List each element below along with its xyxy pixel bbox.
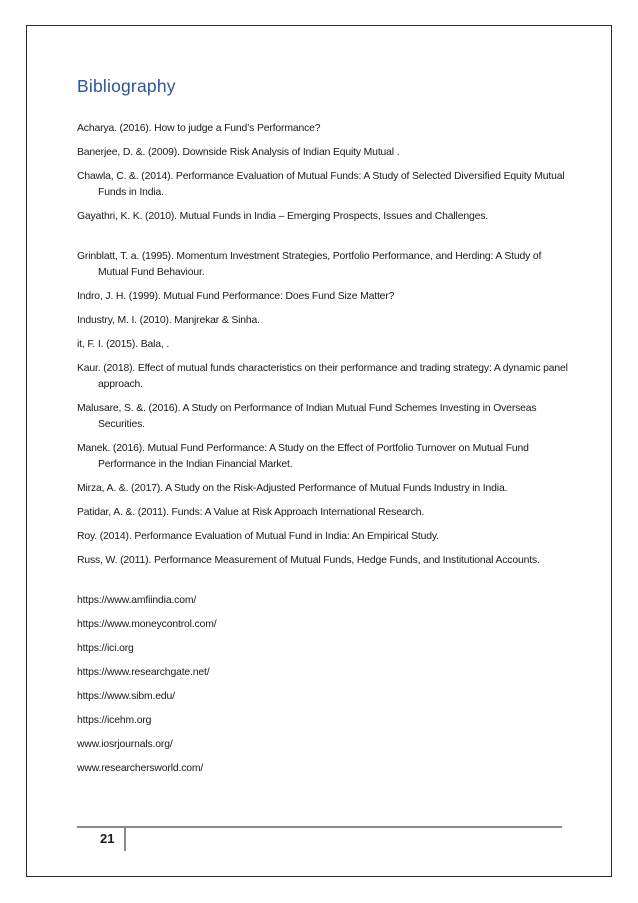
reference-entry: Mirza, A. &. (2017). A Study on the Risk-Adjusted Performance of Mutual Funds Industry in India.: [77, 483, 508, 494]
page-number: 21: [100, 831, 115, 846]
reference-entry[interactable]: www.researchersworld.com/: [77, 763, 204, 774]
reference-entry: Chawla, C. &. (2014). Performance Evaluation of Mutual Funds: A Study of Selected Diversified Equity Mutual Funds in India.: [77, 171, 565, 198]
reference-entry: Patidar, A. &. (2011). Funds: A Value at Risk Approach International Research.: [77, 507, 425, 518]
reference-entry[interactable]: www.iosrjournals.org/: [77, 739, 173, 750]
reference-entry: Grinblatt, T. a. (1995). Momentum Investment Strategies, Portfolio Performance, and Herding: A Study of Mutual Fund Behaviour.: [77, 251, 542, 278]
reference-entry: Russ, W. (2011). Performance Measurement of Mutual Funds, Hedge Funds, and Institutional Accounts.: [77, 555, 540, 566]
reference-entry: Roy. (2014). Performance Evaluation of Mutual Fund in India: An Empirical Study.: [77, 531, 439, 542]
reference-entry[interactable]: https://www.moneycontrol.com/: [77, 619, 217, 630]
page-number-divider: [124, 827, 126, 851]
reference-entry[interactable]: https://www.sibm.edu/: [77, 691, 175, 702]
bibliography-heading: Bibliography: [77, 76, 176, 96]
reference-entry: Malusare, S. &. (2016). A Study on Performance of Indian Mutual Fund Schemes Investing in Overseas Securities.: [77, 403, 537, 430]
reference-entry: Industry, M. I. (2010). Manjrekar & Sinha.: [77, 315, 260, 326]
reference-entry: Kaur. (2018). Effect of mutual funds characteristics on their performance and trading strategy: A dynamic panel approach.: [77, 363, 568, 390]
reference-entry[interactable]: https://www.amfiindia.com/: [77, 595, 197, 606]
reference-entry: Indro, J. H. (1999). Mutual Fund Performance: Does Fund Size Matter?: [77, 291, 395, 302]
footer-rule: [77, 826, 562, 828]
reference-entry[interactable]: https://ici.org: [77, 643, 134, 654]
reference-entry[interactable]: https://icehm.org: [77, 715, 152, 726]
reference-entry: Banerjee, D. &. (2009). Downside Risk Analysis of Indian Equity Mutual .: [77, 147, 400, 158]
reference-entry: it, F. I. (2015). Bala, .: [77, 339, 170, 350]
reference-entry[interactable]: https://www.researchgate.net/: [77, 667, 210, 678]
reference-entry: Gayathri, K. K. (2010). Mutual Funds in India – Emerging Prospects, Issues and Challenges.: [77, 211, 489, 222]
reference-entry: Acharya. (2016). How to judge a Fund’s Performance?: [77, 123, 321, 134]
reference-entry: Manek. (2016). Mutual Fund Performance: A Study on the Effect of Portfolio Turnover on Mutual Fund Performance in the Indian Financial Market.: [77, 443, 529, 470]
